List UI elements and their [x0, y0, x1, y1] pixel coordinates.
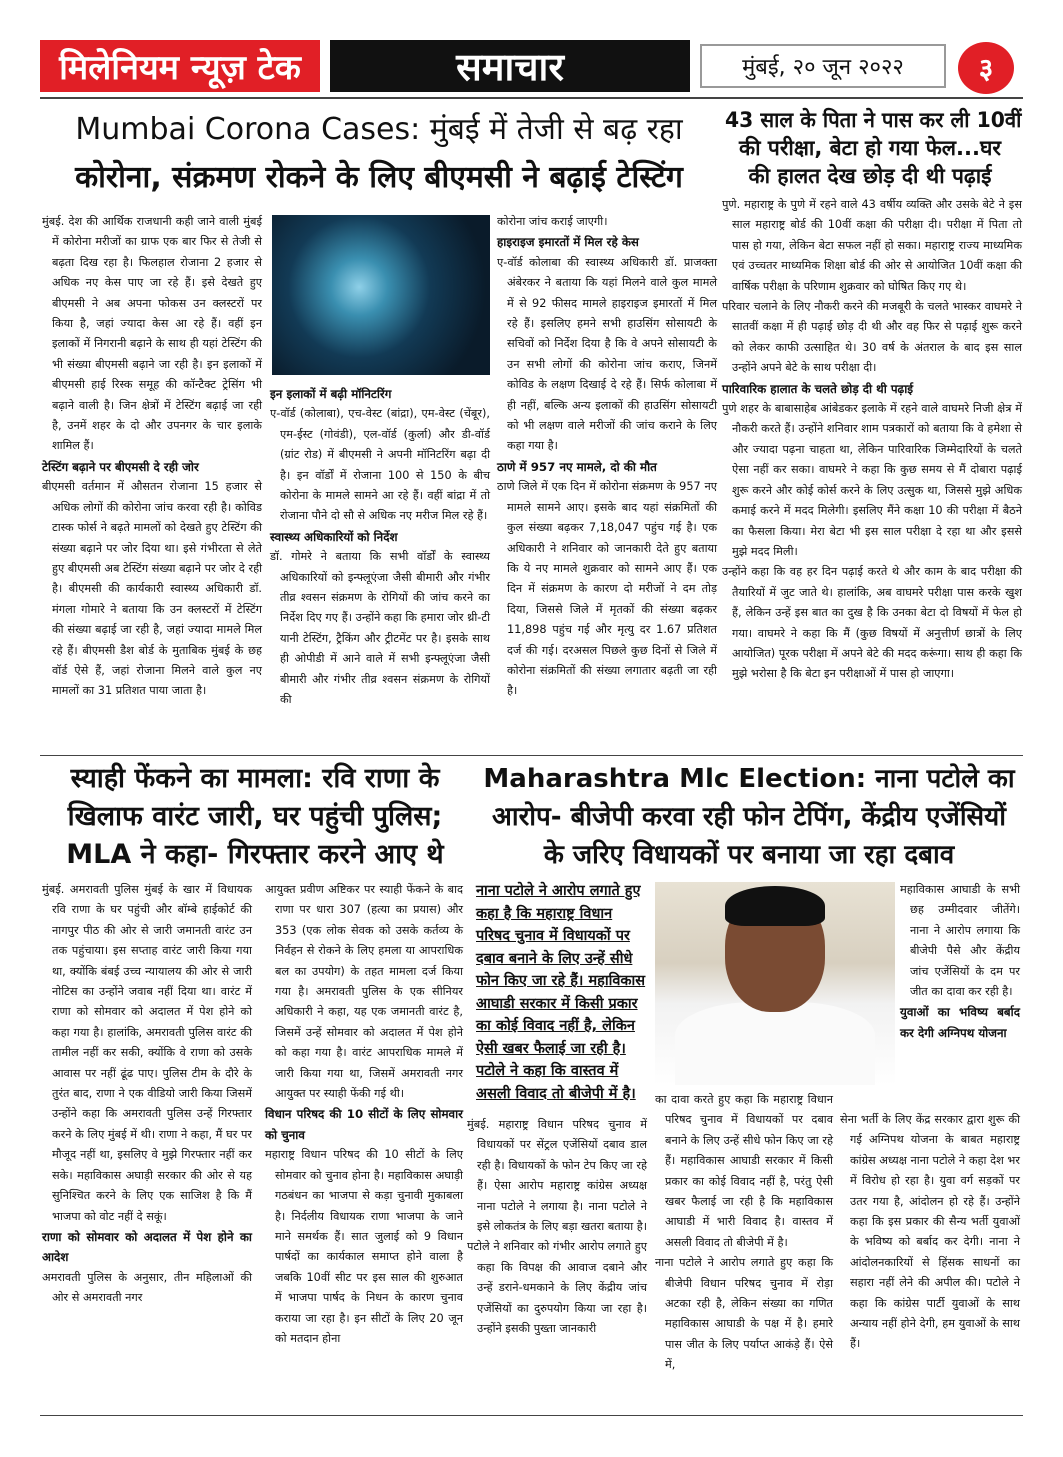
corona-headline-line1 [40, 106, 718, 154]
rana-headline-line [40, 836, 470, 874]
patole-headline-text: Maharashtra Mlc Election: नाना पटोले का [483, 764, 1015, 794]
subheading: टेस्टिंग बढ़ाने पर बीएमसी दे रही जोर [42, 459, 199, 474]
paragraph: महाराष्ट्र विधान परिषद की 10 सीटों के लिए सोमवार को चुनाव होना है। महाविकास अघाड़ी गठबंधन का भाजपा से कड़ा चुनावी मुकाबला है। निर्दलीय विधायक राणा भाजपा के जाने माने समर्थक हैं। सात जुलाई को 9 विधान पार्षदों का कार्यकाल समाप्त होने वाला है जबकि 10वीं सीट पर इस साल की शुरुआत में भाजपा पार्षद के निधन के कारण चुनाव कराया जा रहा है। इन सीटों के लिए 20 जून को मतदान होना [265, 1148, 463, 1345]
patole-headline-line [475, 836, 1023, 874]
corona-headline-text: कोरोना, संक्रमण रोकने के लिए बीएमसी ने बढ़ाई टेस्टिंग [75, 160, 683, 195]
paragraph: पटोले ने शनिवार को गंभीर आरोप लगाते हुए कहा कि विपक्ष की आवाज दबाने और उन्हें डराने-धमकाने के लिए केंद्रीय जांच एजेंसियों का दुरुपयोग किया जा रहा है। उन्होंने इसकी पुख्ता जानकारी [467, 1240, 647, 1336]
subheading: युवाओं का भविष्य बर्बाद कर देगी अग्निपथ योजना [900, 1005, 1020, 1040]
subheading: विधान परिषद की 10 सीटों के लिए सोमवार को चुनाव [265, 1107, 463, 1142]
subheading: ठाणे में 957 नए मामले, दो की मौत [497, 459, 657, 474]
header-divider [40, 97, 1023, 99]
rana-headline-text: खिलाफ वारंट जारी, घर पहुंची पुलिस; [67, 801, 443, 832]
corona-column-2 [270, 384, 490, 711]
subheading: पारिवारिक हालात के चलते छोड़ दी थी पढ़ाई [722, 381, 914, 396]
subheading: स्वास्थ्य अधिकारियों को निर्देश [270, 529, 398, 544]
paragraph: पुणे शहर के बाबासाहेब आंबेडकर इलाके में रहने वाले वाघमरे निजी क्षेत्र में नौकरी करते हैं। उन्होंने शनिवार शाम पत्रकारों को बताया कि वे हमेशा से और ज्यादा पढ़ना चाहता था, लेकिन पारिवारिक जिम्मेदारियों के चलते ऐसा नहीं कर सका। वाघमरे ने कहा कि कुछ समय से मैं दोबारा पढ़ाई शुरू करने और कोई कोर्स करने के लिए उत्सुक था, जिससे मुझे अधिक कमाई करने में मदद मिलेगी। इसलिए मैंने कक्षा 10 की परीक्षा में बैठने का फैसला किया। मेरा बेटा भी इस साल परीक्षा दे रहा था और इससे मुझे मदद मिली। [722, 402, 1022, 558]
paragraph: परिवार चलाने के लिए नौकरी करने की मजबूरी के चलते भास्कर वाघमरे ने सातवीं कक्षा में ही पढ़ाई छोड़ दी थी और वह फिर से पढ़ाई शुरू करने को लेकर काफी उत्साहित थे। 30 वर्ष के अंतराल के बाद इस साल उन्होंने अपने बेटे के साथ परीक्षा दी। [722, 300, 1022, 375]
pune-headline-text: 43 साल के पिता ने पास कर ली 10वीं [725, 108, 1022, 132]
patole-headline-text: आरोप- बीजेपी करवा रही फोन टेपिंग, केंद्रीय एजेंसियों [492, 802, 1006, 832]
paragraph: नाना पटोले ने आरोप लगाते हुए कहा कि बीजेपी विधान परिषद चुनाव में रोड़ा अटका रही है, लेकिन संख्या का गणित महाविकास आघाडी के पक्ष में है। हमारे पास जीत के लिए पर्याप्त आकंड़े हैं। ऐसे में, [655, 1256, 833, 1372]
subheading: इन इलाकों में बढ़ी मॉनिटरिंग [270, 387, 392, 401]
corona-column-1 [42, 212, 262, 702]
paragraph: ए-वॉर्ड कोलाबा की स्वास्थ्य अधिकारी डॉ. प्राजक्ता अंबेरकर ने बताया कि यहां मिलने वाले कुल मामले में से 92 फीसद मामले हाइराइज इमारतों में मिल रहे हैं। इसलिए हमने सभी हाउसिंग सोसायटी के सचिवों को निर्देश दिया है कि वे अपने सोसायटी के उन सभी लोगों की कोरोना जांच कराए, जिनमें कोविड के लक्षण दिखाई दे रहे हैं। सिर्फ कोलाबा में ही नहीं, बल्कि अन्य इलाकों की हाउसिंग सोसायटी को भी लक्षण वाले मरीजों की जांच कराने के लिए कहा गया है। [497, 255, 717, 453]
rana-headline-text: स्याही फेंकने का मामला: रवि राणा के [70, 763, 440, 794]
paragraph: उन्होंने कहा कि वह हर दिन पढ़ाई करते थे और काम के बाद परीक्षा की तैयारियों में जुट जाते थे। हालांकि, अब वाघमरे परीक्षा पास करके खुश हैं, लेकिन उन्हें इस बात का दुख है कि उनका बेटा दो विषयों में फेल हो गया। वाघमरे ने कहा कि मैं (कुछ विषयों में अनुत्तीर्ण छात्रों के लिए आयोजित) पूरक परीक्षा में अपने बेटे की मदद करूंगा। साथ ही कहा कि मुझे भरोसा है कि बेटा इन परीक्षाओं में पास हो जाएगा। [722, 565, 1022, 681]
patole-headline-line [475, 760, 1023, 798]
paragraph: मुंबई. अमरावती पुलिस मुंबई के खार में विधायक रवि राणा के घर पहुंची और बॉम्बे हाईकोर्ट की नागपुर पीठ की ओर से जारी जमानती वारंट उन तक पहुंचाया। इस सप्ताह वारंट जारी किया गया था, क्योंकि बंबई उच्च न्यायालय की ओर से जारी नोटिस का उन्होंने जवाब नहीं दिया था। वारंट में राणा को सोमवार को अदालत में पेश होने को कहा गया है। हालांकि, अमरावती पुलिस वारंट की तामील नहीं कर सकी, क्योंकि वे राणा को उसके आवास पर नहीं ढूंढ पाए। पुलिस टीम के दौरे के तुरंत बाद, राणा ने एक वीडियो जारी किया जिसमें उन्होंने कहा कि अमरावती पुलिस उन्हें गिरफ्तार करने के लिए मुंबई में थी। राणा ने कहा, मैं घर पर मौजूद नहीं था, इसलिए वे मुझे गिरफ्तार नहीं कर सके। महाविकास अघाड़ी सरकार की ओर से यह सुनिश्चित करने के लिए एक साजिश है कि मैं भाजपा को वोट नहीं दे सकूं। [42, 883, 252, 1223]
pune-headline-text: की हालत देख छोड़ दी थी पढ़ाई [748, 164, 992, 188]
paragraph: मुंबई. देश की आर्थिक राजधानी कही जाने वाली मुंबई में कोरोना मरीजों का ग्राफ एक बार फिर से तेजी से बढ़ता दिख रहा है। फिलहाल रोजाना 2 हजार से अधिक नए केस पाए जा रहे हैं। इसे देखते हुए बीएमसी ने अब अपना फोकस उन क्लस्टरों पर किया है, जहां ज्यादा केस आ रहे हैं। वहीं इन इलाकों में निगरानी बढ़ाने के साथ ही यहां टेस्टिंग की भी संख्या बीएमसी बढ़ाने जा रही है। इन इलाकों में बीएमसी हाई रिस्क समूह की कॉन्टैक्ट ट्रेसिंग भी बढ़ाने वाली है। जिन क्षेत्रों में टेस्टिंग बढ़ाई जा रही है, उनमें शहर के दो और उपनगर के चार इलाके शामिल हैं। [42, 215, 262, 453]
patole-column-2 [655, 1090, 833, 1376]
paragraph: पुणे. महाराष्ट्र के पुणे में रहने वाले 43 वर्षीय व्यक्ति और उसके बेटे ने इस साल महाराष्ट्र बोर्ड की 10वीं कक्षा की परीक्षा दी। परीक्षा में पिता तो पास हो गया, लेकिन बेटा सफल नहीं हो सका। महाराष्ट्र राज्य माध्यमिक एवं उच्चतर माध्यमिक शिक्षा बोर्ड की ओर से आयोजित 10वीं कक्षा की वार्षिक परीक्षा के परिणाम शुक्रवार को घोषित किए गए थे। [722, 198, 1022, 293]
patole-column-3 [840, 1110, 1020, 1355]
patole-headline-line [475, 798, 1023, 836]
rana-headline-line [40, 760, 470, 798]
paragraph: अमरावती पुलिस के अनुसार, तीन महिलाओं की ओर से अमरावती नगर [42, 1270, 252, 1305]
pune-headline-text: की परीक्षा, बेटा हो गया फेल...घर [739, 136, 1001, 160]
rana-column-2 [265, 880, 463, 1349]
rana-headline-line [40, 798, 470, 836]
patole-headline-text: के जरिए विधायकों पर बनाया जा रहा दबाव [543, 840, 955, 870]
paragraph: का दावा करते हुए कहा कि महाराष्ट्र विधान परिषद चुनाव में विधायकों पर दबाव बनाने के लिए उन्हें सीधे फोन किए जा रहे हैं। महाविकास आघाडी सरकार में किसी प्रकार का कोई विवाद नहीं है, परंतु ऐसी खबर फैलाई जा रही है कि महाविकास आघाडी में भारी विवाद है। वास्तव में असली विवाद तो बीजेपी में है। [655, 1093, 833, 1249]
patole-right-top [900, 880, 1020, 1043]
photo-hair [725, 886, 825, 926]
paragraph: ठाणे जिले में एक दिन में कोरोना संक्रमण के 957 नए मामले सामने आए। इसके बाद यहां संक्रमितों की कुल संख्या बढ़कर 7,18,047 पहुंच गई है। एक अधिकारी ने शनिवार को जानकारी देते हुए बताया कि ये नए मामले शुक्रवार को सामने आए हैं। एक दिन में संक्रमण के कारण दो मरीजों ने दम तोड़ दिया, जिससे जिले में मृतकों की संख्या बढ़कर 11,898 पहुंच गई और मृत्यु दर 1.67 प्रतिशत दर्ज की गई। दरअसल पिछले कुछ दिनों से जिले में कोरोना संक्रमितों की संख्या लगातार बढ़ती जा रही है। [497, 480, 717, 698]
paragraph: मुंबई. महाराष्ट्र विधान परिषद चुनाव में विधायकों पर सेंट्रल एजेंसियों दबाव डाल रही है। विधायकों के फोन टेप किए जा रहे हैं। ऐसा आरोप महाराष्ट्र कांग्रेस अध्यक्ष नाना पटोले ने लगाया है। नाना पटोले ने इसे लोकतंत्र के लिए बड़ा खतरा बताया है। [467, 1118, 647, 1234]
corona-headline [40, 106, 718, 206]
section-title: समाचार [330, 40, 690, 92]
paragraph: सेना भर्ती के लिए केंद्र सरकार द्वारा शुरू की गई अग्निपथ योजना के बाबत महाराष्ट्र कांग्रेस अध्यक्ष नाना पटोले ने कहा देश भर में विरोध हो रहा है। युवा वर्ग सड़कों पर उतर गया है, आंदोलन हो रहे हैं। उन्होंने कहा कि इस प्रकार की सैन्य भर्ती युवाओं के भविष्य को बर्बाद कर देगी। नाना ने आंदोलनकारियों से हिंसक साधनों का सहारा नहीं लेने की अपील की। पटोले ने कहा कि कांग्रेस पार्टी युवाओं के साथ अन्याय नहीं होने देगी, हम युवाओं के साथ हैं। [840, 1113, 1020, 1351]
dateline: मुंबई, २० जून २०२२ [700, 44, 946, 88]
paragraph: कोरोना जांच कराई जाएगी। [497, 215, 608, 228]
corona-column-3 [497, 212, 717, 702]
rana-headline [40, 760, 470, 874]
subheading: हाइराइज इमारतों में मिल रहे केस [497, 235, 639, 250]
masthead-logo: मिलेनियम न्यूज़ टेक [40, 40, 320, 92]
corona-headline-text: Mumbai Corona Cases: मुंबई में तेजी से बढ़ रहा [75, 112, 683, 147]
paragraph: डॉ. गोमरे ने बताया कि सभी वॉर्डों के स्वास्थ्य अधिकारियों को इन्फ्लूएंजा जैसी बीमारी और गंभीर तीव्र श्वसन संक्रमण के रोगियों की जांच करने का निर्देश दिए गए हैं। उन्होंने कहा कि हमारा जोर थ्री-टी यानी टेस्टिंग, ट्रैकिंग और ट्रीटमेंट पर है। इसके साथ ही ओपीडी में आने वाले में सभी इन्फ्लूएंजा जैसी बीमारी और गंभीर तीव्र श्वसन संक्रमण के रोगियों की [270, 550, 490, 707]
rana-headline-text: MLA ने कहा- गिरफ्तार करने आए थे [66, 839, 444, 870]
paragraph: बीएमसी वर्तमान में औसतन रोजाना 15 हजार से अधिक लोगों की कोरोना जांच करवा रही है। कोविड टास्क फोर्स ने बढ़ते मामलों को देखते हुए टेस्टिंग की संख्या बढ़ाने पर जोर दिया था। इसे गंभीरता से लेते हुए बीएमसी अब टेस्टिंग संख्या बढ़ाने पर जोर दे रही है। बीएमसी की कार्यकारी स्वास्थ्य अधिकारी डॉ. मंगला गोमारे ने बताया कि उन क्लस्टरों में टेस्टिंग की संख्या बढ़ाई जा रही है, जहां ज्यादा मामले मिल रहे हैं। बीएमसी डैश बोर्ड के मुताबिक मुंबई के छह वॉर्ड ऐसे हैं, जहां रोजाना मिलने वाले कुल नए मामलों का 31 प्रतिशत पाया जाता है। [42, 480, 262, 698]
paragraph: महाविकास आघाडी के सभी छह उम्मीदवार जीतेंगे। नाना ने आरोप लगाया कि बीजेपी पैसे और केंद्रीय जांच एजेंसियों के दम पर जीत का दावा कर रही है। [900, 883, 1020, 999]
pune-headline-line [720, 162, 1020, 190]
pune-headline-line [720, 134, 1020, 162]
rana-column-1 [42, 880, 252, 1309]
photo-shirt [675, 1002, 875, 1085]
pune-headline [720, 106, 1020, 190]
patole-pull-quote: नाना पटोले ने आरोप लगाते हुए कहा है कि महाराष्ट्र विधान परिषद चुनाव में विधायकों पर दबाव बनाने के लिए उन्हें सीधे फोन किए जा रहे हैं। महाविकास आघाडी सरकार में किसी प्रकार का कोई विवाद नहीं है, लेकिन ऐसी खबर फैलाई जा रही है। पटोले ने कहा कि वास्तव में असली विवाद तो बीजेपी में है। [476, 883, 646, 1102]
coronavirus-image [272, 215, 490, 375]
paragraph: ए-वॉर्ड (कोलाबा), एच-वेस्ट (बांद्रा), एम-वेस्ट (चेंबूर), एम-ईस्ट (गोवंडी), एल-वॉर्ड (कुर्ला) और डी-वॉर्ड (ग्रांट रोड) में बीएमसी ने अपनी मॉनिटरिंग बढ़ा दी है। इन वॉर्डों में रोजाना 100 से 150 के बीच कोरोना के मामले सामने आ रहे हैं। वहीं बांद्रा में तो रोजाना पौने दो सौ से अधिक नए मरीज मिल रहे हैं। [270, 407, 490, 523]
nana-patole-photo [655, 882, 895, 1085]
page-number: ३ [958, 42, 1014, 94]
section-divider [40, 755, 1023, 756]
footer-divider [40, 1415, 1023, 1416]
pune-headline-line [720, 106, 1020, 134]
pune-body [722, 195, 1022, 685]
patole-column-1 [467, 1115, 647, 1339]
patole-headline [475, 760, 1023, 874]
paragraph: आयुक्त प्रवीण अष्टिकर पर स्याही फेंकने के बाद राणा पर धारा 307 (हत्या का प्रयास) और 353 (एक लोक सेवक को उसके कर्तव्य के निर्वहन से रोकने के लिए हमला या आपराधिक बल का उपयोग) के तहत मामला दर्ज किया गया है। अमरावती पुलिस के एक सीनियर अधिकारी ने कहा, यह एक जमानती वारंट है, जिसमें उन्हें सोमवार को अदालत में पेश होने को कहा गया है। वारंट आपराधिक मामले में जारी किया गया था, जिसमें अमरावती नगर आयुक्त पर स्याही फेंकी गई थी। [265, 883, 463, 1101]
subheading: राणा को सोमवार को अदालत में पेश होने का आदेश [42, 1229, 252, 1265]
corona-headline-line2 [40, 154, 718, 202]
